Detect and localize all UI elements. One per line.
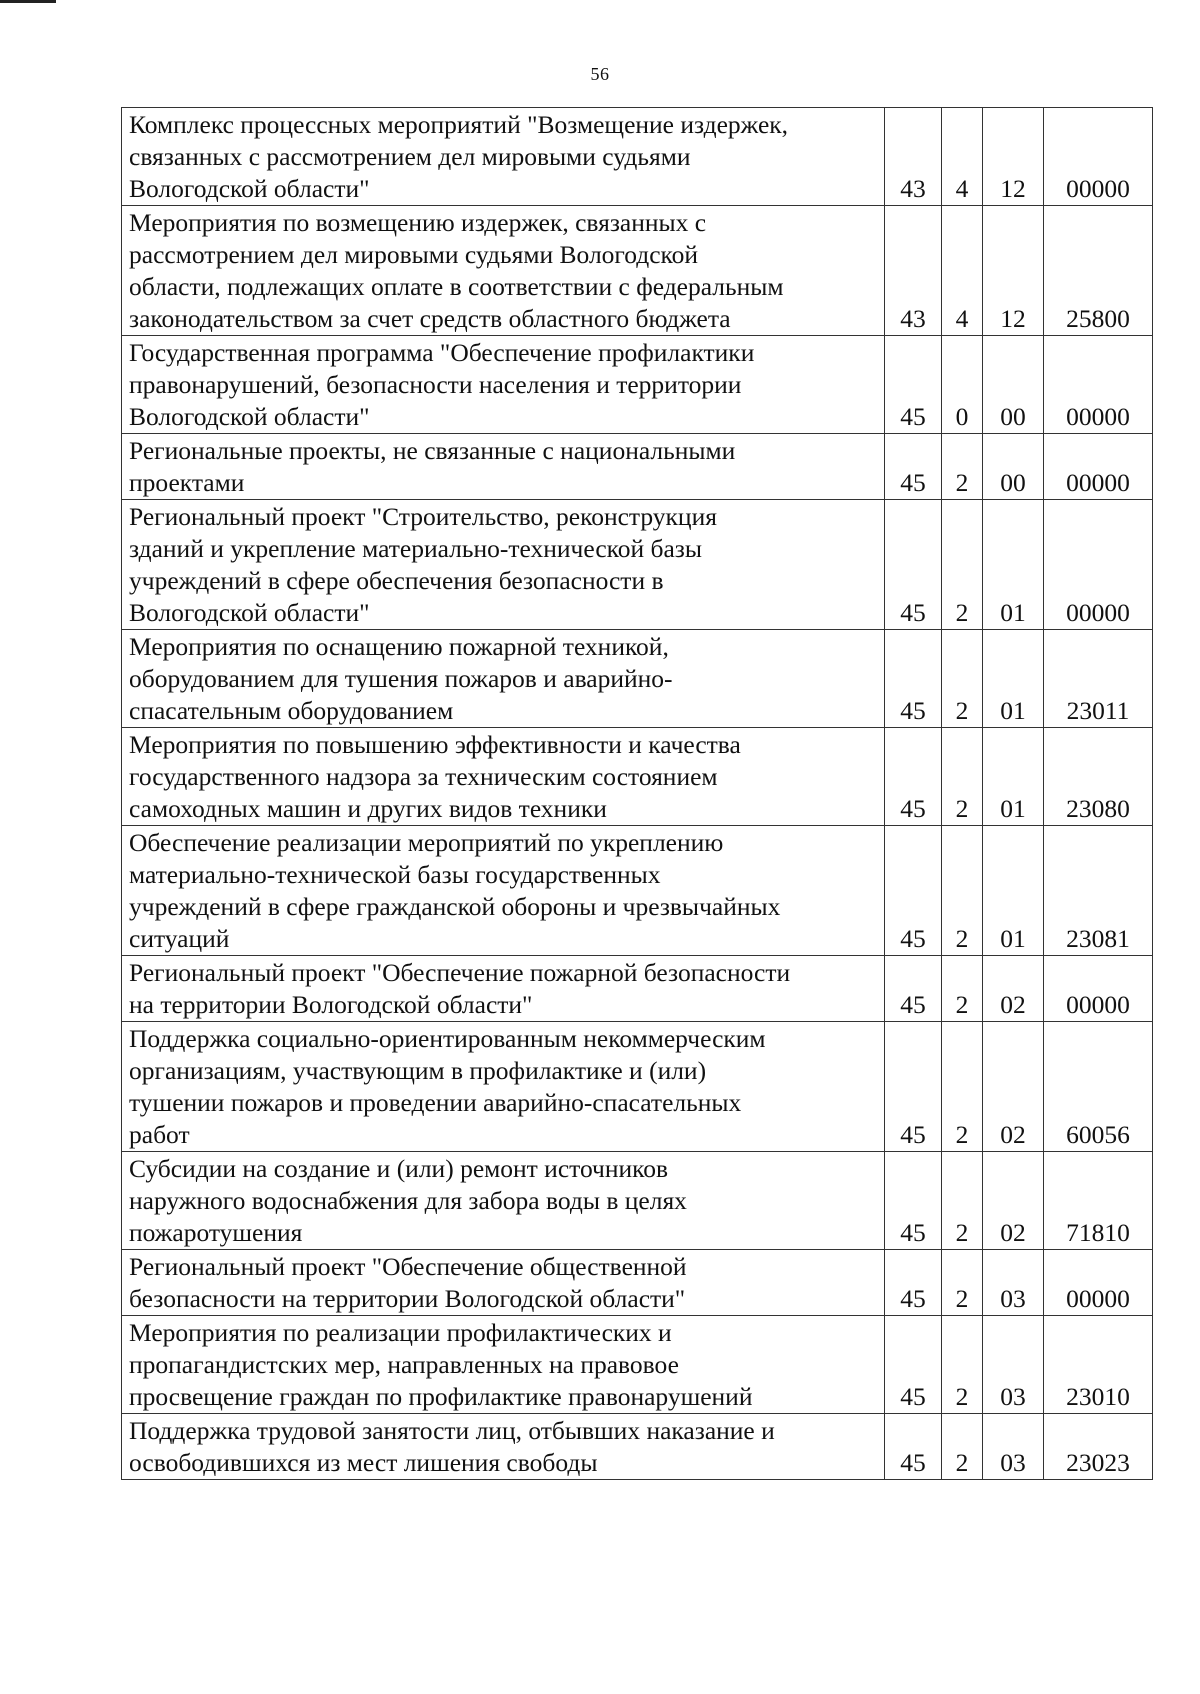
type-code-cell: 2 [942,826,983,956]
direction-code-cell: 00000 [1044,956,1153,1022]
program-code-cell: 45 [885,336,942,434]
expense-name-line: пропагандистских мер, направленных на правовое [129,1350,679,1379]
table-row [122,956,1153,1022]
table-row [122,1414,1153,1480]
expense-name-line: зданий и укрепление материально-технической базы [129,534,703,563]
expense-name-line: Вологодской области" [129,402,370,431]
expense-name-line: Региональный проект "Обеспечение общественной [129,1252,687,1281]
expense-name-line: Поддержка социально-ориентированным некоммерческим [129,1024,766,1053]
table-row [122,1316,1153,1414]
expense-name-line: Мероприятия по повышению эффективности и качества [129,730,741,759]
expense-name-line: организациям, участвующим в профилактике и (или) [129,1056,707,1085]
program-code-cell: 45 [885,1316,942,1414]
subprogram-code-cell: 03 [983,1250,1044,1316]
direction-code-cell: 00000 [1044,500,1153,630]
direction-code-cell: 23080 [1044,728,1153,826]
table-row [122,728,1153,826]
type-code-cell: 0 [942,336,983,434]
expense-name-line: освободившихся из мест лишения свободы [129,1448,598,1477]
expense-name-cell [122,336,885,434]
expense-name-line: работ [129,1120,190,1149]
expense-name-line: Мероприятия по оснащению пожарной техникой, [129,632,669,661]
expense-name-line: Мероприятия по реализации профилактических и [129,1318,672,1347]
subprogram-code-cell: 00 [983,336,1044,434]
expense-name-line: рассмотрением дел мировыми судьями Вологодской [129,240,699,269]
type-code-cell: 2 [942,1414,983,1480]
expense-name-line: Субсидии на создание и (или) ремонт источников [129,1154,669,1183]
expense-name-line: наружного водоснабжения для забора воды в целях [129,1186,687,1215]
budget-classification-table [121,107,1153,1480]
program-code-cell: 45 [885,826,942,956]
type-code-cell: 2 [942,1022,983,1152]
expense-name-line: ситуаций [129,924,230,953]
expense-name-cell [122,500,885,630]
expense-name-cell [122,1250,885,1316]
expense-name-cell [122,1022,885,1152]
direction-code-cell: 25800 [1044,206,1153,336]
expense-name-line: Комплекс процессных мероприятий "Возмещение издержек, [129,110,789,139]
program-code-cell: 45 [885,1250,942,1316]
table-row [122,108,1153,206]
table-row [122,434,1153,500]
expense-name-cell [122,1316,885,1414]
program-code-cell: 43 [885,108,942,206]
expense-name-line: Региональные проекты, не связанные с национальными [129,436,736,465]
subprogram-code-cell: 02 [983,1152,1044,1250]
subprogram-code-cell: 12 [983,108,1044,206]
table-row [122,1152,1153,1250]
expense-name-line: оборудованием для тушения пожаров и аварийно- [129,664,673,693]
expense-name-cell [122,826,885,956]
program-code-cell: 45 [885,1152,942,1250]
type-code-cell: 2 [942,630,983,728]
subprogram-code-cell: 03 [983,1414,1044,1480]
table-row [122,1022,1153,1152]
scan-edge-mark [0,0,56,3]
table-row [122,500,1153,630]
subprogram-code-cell: 00 [983,434,1044,500]
table-row [122,1250,1153,1316]
table-row [122,206,1153,336]
direction-code-cell: 23010 [1044,1316,1153,1414]
subprogram-code-cell: 01 [983,826,1044,956]
expense-name-line: Региональный проект "Обеспечение пожарной безопасности [129,958,791,987]
subprogram-code-cell: 12 [983,206,1044,336]
subprogram-code-cell: 02 [983,1022,1044,1152]
expense-name-line: законодательством за счет средств областного бюджета [129,304,731,333]
expense-name-line: Региональный проект "Строительство, реконструкция [129,502,717,531]
direction-code-cell: 71810 [1044,1152,1153,1250]
expense-name-line: Вологодской области" [129,598,370,627]
direction-code-cell: 23081 [1044,826,1153,956]
subprogram-code-cell: 01 [983,728,1044,826]
expense-name-line: на территории Вологодской области" [129,990,533,1019]
type-code-cell: 2 [942,500,983,630]
program-code-cell: 45 [885,728,942,826]
expense-name-cell [122,206,885,336]
type-code-cell: 2 [942,956,983,1022]
type-code-cell: 2 [942,434,983,500]
subprogram-code-cell: 02 [983,956,1044,1022]
direction-code-cell: 60056 [1044,1022,1153,1152]
program-code-cell: 45 [885,1022,942,1152]
type-code-cell: 4 [942,206,983,336]
expense-name-line: государственного надзора за техническим состоянием [129,762,718,791]
subprogram-code-cell: 01 [983,630,1044,728]
expense-name-cell [122,956,885,1022]
program-code-cell: 45 [885,500,942,630]
expense-name-line: Обеспечение реализации мероприятий по укреплению [129,828,724,857]
direction-code-cell: 00000 [1044,336,1153,434]
expense-name-line: самоходных машин и других видов техники [129,794,607,823]
expense-name-line: Поддержка трудовой занятости лиц, отбывших наказание и [129,1416,775,1445]
expense-name-line: учреждений в сфере гражданской обороны и чрезвычайных [129,892,781,921]
expense-name-line: Государственная программа "Обеспечение профилактики [129,338,755,367]
expense-name-line: спасательным оборудованием [129,696,454,725]
direction-code-cell: 00000 [1044,434,1153,500]
type-code-cell: 4 [942,108,983,206]
table-row [122,336,1153,434]
direction-code-cell: 23023 [1044,1414,1153,1480]
table-row [122,630,1153,728]
expense-name-cell [122,1152,885,1250]
expense-name-line: правонарушений, безопасности населения и территории [129,370,742,399]
expense-name-cell [122,1414,885,1480]
table-body [122,108,1153,1480]
expense-name-line: просвещение граждан по профилактике правонарушений [129,1382,753,1411]
type-code-cell: 2 [942,1250,983,1316]
expense-name-cell [122,728,885,826]
expense-name-line: материально-технической базы государственных [129,860,661,889]
expense-name-line: тушении пожаров и проведении аварийно-спасательных [129,1088,742,1117]
expense-name-line: безопасности на территории Вологодской области" [129,1284,686,1313]
direction-code-cell: 23011 [1044,630,1153,728]
expense-name-line: Мероприятия по возмещению издержек, связанных с [129,208,707,237]
expense-name-cell [122,630,885,728]
type-code-cell: 2 [942,1152,983,1250]
direction-code-cell: 00000 [1044,1250,1153,1316]
expense-name-line: связанных с рассмотрением дел мировыми судьями [129,142,691,171]
expense-name-line: области, подлежащих оплате в соответствии с федеральным [129,272,784,301]
page-number: 56 [590,64,610,84]
direction-code-cell: 00000 [1044,108,1153,206]
subprogram-code-cell: 01 [983,500,1044,630]
expense-name-cell [122,434,885,500]
type-code-cell: 2 [942,728,983,826]
type-code-cell: 2 [942,1316,983,1414]
program-code-cell: 45 [885,1414,942,1480]
expense-name-line: Вологодской области" [129,174,370,203]
expense-name-line: учреждений в сфере обеспечения безопасности в [129,566,664,595]
program-code-cell: 43 [885,206,942,336]
table-row [122,826,1153,956]
program-code-cell: 45 [885,434,942,500]
program-code-cell: 45 [885,630,942,728]
subprogram-code-cell: 03 [983,1316,1044,1414]
expense-name-cell [122,108,885,206]
expense-name-line: проектами [129,468,245,497]
expense-name-line: пожаротушения [129,1218,303,1247]
program-code-cell: 45 [885,956,942,1022]
